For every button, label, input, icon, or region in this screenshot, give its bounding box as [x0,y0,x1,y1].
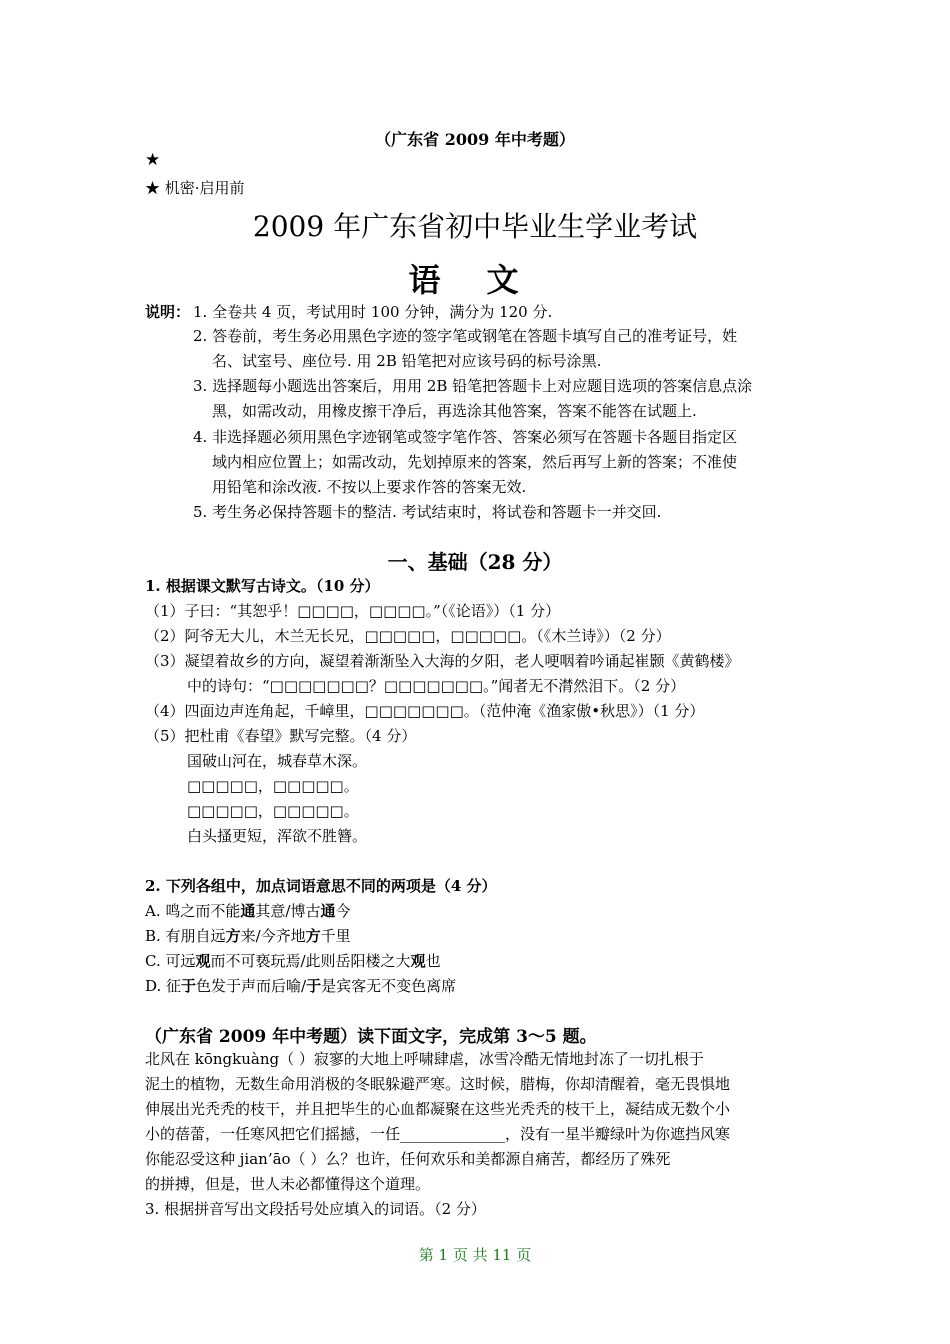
option-b: B. 有朋自远方来/今齐地方千里 [145,927,351,945]
reading-line: 你能忍受这种 jian’āo（ ）么？也许，任何欢乐和美都源自痛苦，都经历了殊死 [145,1150,671,1168]
page-footer: 第 1 页 共 11 页 [418,1246,532,1264]
instruction-line: 4. 非选择题必须用黑色字迹钢笔或签字笔作答、答案必须写在答题卡各题目指定区 [193,428,738,446]
instruction-line: 用铅笔和涂改液. 不按以上要求作答的答案无效. [212,478,527,496]
section-title: 一、基础（28 分） [387,550,563,574]
poem-line: 国破山河在，城春草木深。 [187,752,368,770]
question-1-title: 1. 根据课文默写古诗文。（10 分） [145,577,380,595]
q1-line: （3）凝望着故乡的方向，凝望着渐渐坠入大海的夕阳，老人哽咽着吟诵起崔颢《黄鹤楼》 [145,652,740,670]
q1-line: 中的诗句：“□□□□□□□？□□□□□□□。”闻者无不潸然泪下。（2 分） [187,677,686,695]
question-3-title: 3. 根据拼音写出文段括号处应填入的词语。（2 分） [145,1200,486,1218]
star-line: ★ [145,150,161,170]
instruction-line: 域内相应位置上；如需改动，先划掉原来的答案，然后再写上新的答案；不准使 [212,453,738,471]
reading-line: 泥土的植物，无数生命用消极的冬眠躲避严寒。这时候，腊梅，你却清醒着，毫无畏惧地 [145,1075,731,1093]
poem-line: □□□□□，□□□□□。 [187,802,359,820]
reading-line: 的拼搏，但是，世人未必都懂得这个道理。 [145,1175,431,1193]
instruction-line: 3. 选择题每小题选出答案后，用用 2B 铅笔把答题卡上对应题目选项的答案信息点涂 [193,377,753,395]
q1-line: （2）阿爷无大儿，木兰无长兄，□□□□□，□□□□□。（《木兰诗》）（2 分） [145,627,671,645]
option-a: A. 鸣之而不能通其意/博古通今 [145,902,351,920]
question-2-title: 2. 下列各组中，加点词语意思不同的两项是（4 分） [145,877,497,895]
exam-title: 2009 年广东省初中毕业生学业考试 [252,210,698,243]
poem-line: 白头搔更短，浑欲不胜簪。 [187,827,368,845]
secret-line: ★ 机密·启用前 [145,179,245,197]
instruction-line: 1. 全卷共 4 页，考试用时 100 分钟，满分为 120 分. [193,303,553,321]
instruction-line: 名、试室号、座位号. 用 2B 铅笔把对应该号码的标号涂黑. [212,352,602,370]
instruction-line: 5. 考生务必保持答题卡的整洁. 考试结束时，将试卷和答题卡一并交回. [193,503,662,521]
q1-line: （5）把杜甫《春望》默写完整。（4 分） [145,727,417,745]
reading-title: （广东省 2009 年中考题）读下面文字，完成第 3～5 题。 [145,1027,597,1047]
option-c: C. 可远观而不可亵玩焉/此则岳阳楼之大观也 [145,952,441,970]
instruction-line: 2. 答卷前，考生务必用黑色字迹的签字笔或钢笔在答题卡填写自己的准考证号，姓 [193,327,738,345]
reading-line: 北风在 kōngkuàng（ ）寂寥的大地上呼啸肆虐，冰雪冷酷无情地封冻了一切扎根于 [145,1050,704,1068]
subject-title: 语文 [408,261,565,299]
reading-line: 小的蓓蕾，一任寒风把它们摇撼，一任______________，没有一星半瓣绿叶为你遮挡风寒 [145,1125,731,1143]
instructions-label: 说明： [145,303,191,321]
q1-line: （1）子曰：“其恕乎！□□□□，□□□□。”（《论语》）（1 分） [145,602,561,620]
option-d: D. 征于色发于声而后喻/于是宾客无不变色离席 [145,977,457,995]
instruction-line: 黑，如需改动，用橡皮擦干净后，再选涂其他答案，答案不能答在试题上. [212,402,697,420]
source-line: （广东省 2009 年中考题） [375,130,575,149]
q1-line: （4）四面边声连角起，千嶂里，□□□□□□□。（范仲淹《渔家傲•秋思》）（1 分） [145,702,705,720]
poem-line: □□□□□，□□□□□。 [187,777,359,795]
reading-line: 伸展出光秃秃的枝干，并且把毕生的心血都凝聚在这些光秃秃的枝干上，凝结成无数个小 [145,1100,731,1118]
